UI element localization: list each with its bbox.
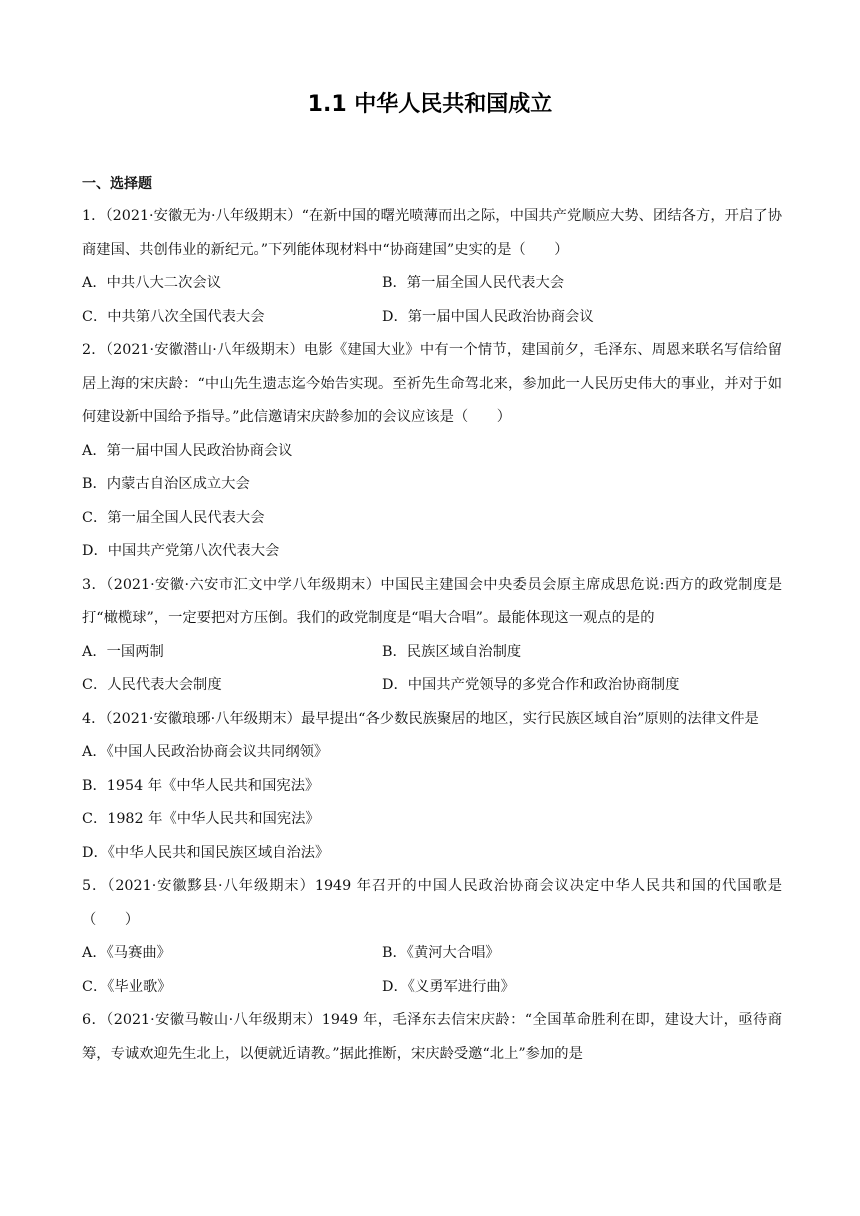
- options-row: [82, 301, 782, 335]
- question-stem: 6．（2021·安徽马鞍山·八年级期末）1949 年，毛泽东去信宋庆龄：“全国革命胜利在即，建设大计，亟待商筹，专诚欢迎先生北上，以便就近请教。”据此推断，宋庆龄受邀“北上”参加的是: [82, 1012, 782, 1062]
- question-4: [82, 703, 782, 871]
- question-list: [82, 200, 782, 1071]
- option-d: D．《义勇军进行曲》: [382, 978, 515, 995]
- question-stem: 5．（2021·安徽黟县·八年级期末）1949 年召开的中国人民政治协商会议决定中华人民共和国的代国歌是（ ）: [82, 878, 782, 928]
- option-a: A．《中国人民政治协商会议共同纲领》: [82, 744, 329, 760]
- option-c: C．1982 年《中华人民共和国宪法》: [82, 811, 320, 827]
- section-heading: 一、选择题: [82, 176, 152, 192]
- question-5: [82, 870, 782, 1004]
- question-stem: 4．（2021·安徽琅琊·八年级期末）最早提出“各少数民族聚居的地区，实行民族区域自治”原则的法律文件是: [82, 710, 759, 727]
- option-c: C．《毕业歌》: [82, 978, 172, 995]
- option-c: C．人民代表大会制度: [82, 677, 222, 693]
- option-a: A．中共八大二次会议: [82, 275, 221, 291]
- options-row: [82, 636, 782, 670]
- option-d: D．《中华人民共和国民族区域自治法》: [82, 844, 330, 861]
- question-3: [82, 569, 782, 703]
- question-stem: 3．（2021·安徽·六安市汇文中学八年级期末）中国民主建国会中央委员会原主席成思危说:西方的政党制度是打“橄榄球”，一定要把对方压倒。我们的政党制度是“唱大合唱”。最能体现这一观点的是的: [82, 576, 782, 626]
- option-b: B．1954 年《中华人民共和国宪法》: [82, 777, 320, 794]
- question-6: [82, 1004, 782, 1071]
- options-row: [82, 837, 782, 871]
- options-row: [82, 502, 782, 536]
- option-a: A．第一届中国人民政治协商会议: [82, 442, 293, 459]
- options-row: [82, 435, 782, 469]
- page-title: 1.1 中华人民共和国成立: [307, 92, 553, 117]
- question-1: [82, 200, 782, 334]
- question-stem: 2．（2021·安徽潜山·八年级期末）电影《建国大业》中有一个情节，建国前夕，毛泽东、周恩来联名写信给留居上海的宋庆龄：“中山先生遗志迄今始告实现。至祈先生命驾北来，参加此一人民历史伟大的事业，并对于如何建设新中国给予指导。”此信邀请宋庆龄参加的会议应该是（ ）: [82, 342, 782, 425]
- options-row: [82, 535, 782, 569]
- option-d: D．中国共产党领导的多党合作和政治协商制度: [382, 677, 680, 693]
- option-b: B．《黄河大合唱》: [382, 945, 500, 961]
- options-row: [82, 468, 782, 502]
- option-a: A．《马赛曲》: [82, 945, 171, 961]
- options-row: [82, 803, 782, 837]
- options-row: [82, 971, 782, 1005]
- option-c: C．中共第八次全国代表大会: [82, 308, 265, 325]
- options-row: [82, 669, 782, 703]
- option-b: B．第一届全国人民代表大会: [382, 275, 565, 291]
- option-a: A．一国两制: [82, 643, 164, 660]
- option-d: D．第一届中国人民政治协商会议: [382, 308, 594, 325]
- option-b: B．内蒙古自治区成立大会: [82, 476, 250, 492]
- question-2: [82, 334, 782, 569]
- option-c: C．第一届全国人民代表大会: [82, 509, 265, 526]
- options-row: [82, 267, 782, 301]
- options-row: [82, 770, 782, 804]
- options-row: [82, 736, 782, 770]
- option-d: D．中国共产党第八次代表大会: [82, 543, 280, 559]
- question-stem: 1．（2021·安徽无为·八年级期末）“在新中国的曙光喷薄而出之际，中国共产党顺应大势、团结各方，开启了协商建国、共创伟业的新纪元。”下列能体现材料中“协商建国”史实的是（ ）: [82, 208, 782, 258]
- options-row: [82, 937, 782, 971]
- option-b: B．民族区域自治制度: [382, 643, 522, 660]
